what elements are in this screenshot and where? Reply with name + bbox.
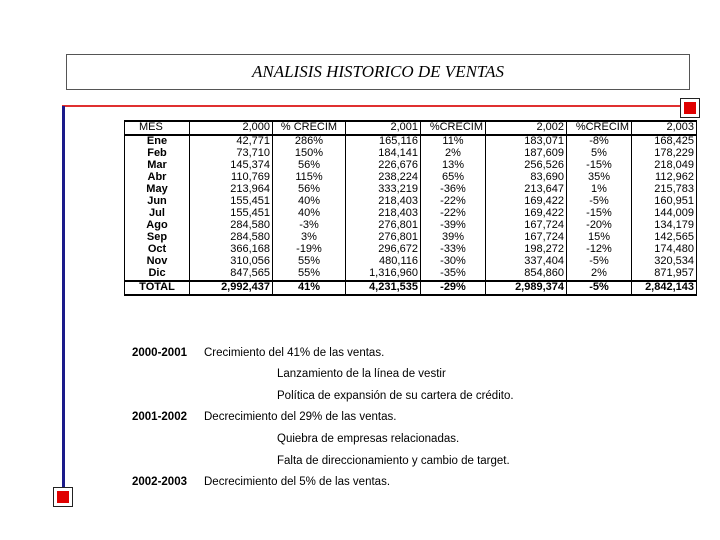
table-cell: Nov: [125, 256, 190, 268]
table-cell: 110,769: [190, 172, 273, 184]
table-cell: 167,724: [486, 232, 567, 244]
table-cell: 134,179: [632, 220, 697, 232]
table-cell: Mar: [125, 160, 190, 172]
table-cell: -29%: [421, 281, 486, 295]
table-cell: 168,425: [632, 135, 697, 148]
table-cell: 13%: [421, 160, 486, 172]
table-cell: 155,451: [190, 196, 273, 208]
table-cell: 847,565: [190, 268, 273, 281]
table-cell: Dic: [125, 268, 190, 281]
table-cell: 3%: [273, 232, 346, 244]
page-title: ANALISIS HISTORICO DE VENTAS: [251, 62, 504, 81]
table-cell: -8%: [567, 135, 632, 148]
title-box: [66, 54, 690, 90]
table-cell: 184,141: [346, 148, 421, 160]
table-cell: 276,801: [346, 220, 421, 232]
table-cell: 150%: [273, 148, 346, 160]
table-cell: 337,404: [486, 256, 567, 268]
table-cell: 183,071: [486, 135, 567, 148]
table-cell: 40%: [273, 196, 346, 208]
table-cell: 256,526: [486, 160, 567, 172]
table-cell: 65%: [421, 172, 486, 184]
table-cell: 42,771: [190, 135, 273, 148]
table-row: [125, 135, 697, 148]
table-cell: 2,992,437: [190, 281, 273, 295]
table-cell: 11%: [421, 135, 486, 148]
table-cell: 56%: [273, 184, 346, 196]
red-divider-line: [62, 105, 694, 107]
table-cell: 40%: [273, 208, 346, 220]
table-cell: 73,710: [190, 148, 273, 160]
table-cell: TOTAL: [125, 281, 190, 295]
table-cell: 169,422: [486, 208, 567, 220]
table-cell: 39%: [421, 232, 486, 244]
table-cell: Oct: [125, 244, 190, 256]
table-cell: -5%: [567, 196, 632, 208]
table-cell: 56%: [273, 160, 346, 172]
table-cell: 1,316,960: [346, 268, 421, 281]
table-cell: 115%: [273, 172, 346, 184]
table-cell: 145,374: [190, 160, 273, 172]
note-period: 2001-2002: [132, 411, 187, 423]
table-cell: 871,957: [632, 268, 697, 281]
table-cell: -22%: [421, 208, 486, 220]
note-text: Decrecimiento del 29% de las ventas.: [204, 411, 397, 423]
table-cell: 213,647: [486, 184, 567, 196]
red-square-marker-top: [680, 98, 700, 118]
table-cell: Feb: [125, 148, 190, 160]
table-cell: Jun: [125, 196, 190, 208]
table-cell: 142,565: [632, 232, 697, 244]
table-row: [125, 184, 697, 196]
table-cell: Ago: [125, 220, 190, 232]
table-cell: 276,801: [346, 232, 421, 244]
note-period: 2000-2001: [132, 347, 187, 359]
table-row: [125, 268, 697, 281]
table-cell: 5%: [567, 148, 632, 160]
table-cell: 218,403: [346, 196, 421, 208]
table-cell: 55%: [273, 268, 346, 281]
table-cell: 2,000: [190, 121, 273, 135]
table-cell: 144,009: [632, 208, 697, 220]
table-cell: 218,049: [632, 160, 697, 172]
table-cell: 2,989,374: [486, 281, 567, 295]
table-cell: %CRECIM: [567, 121, 632, 135]
table-row: [125, 196, 697, 208]
table-cell: 2,001: [346, 121, 421, 135]
table-cell: -35%: [421, 268, 486, 281]
table-total-row: [125, 281, 697, 295]
red-square-marker-bottom: [53, 487, 73, 507]
sales-table: [124, 120, 697, 296]
note-detail: Política de expansión de su cartera de crédito.: [277, 390, 514, 402]
note-detail: Lanzamiento de la línea de vestir: [277, 368, 446, 380]
table-cell: 187,609: [486, 148, 567, 160]
table-cell: May: [125, 184, 190, 196]
table-cell: -20%: [567, 220, 632, 232]
table-cell: 238,224: [346, 172, 421, 184]
table-cell: 296,672: [346, 244, 421, 256]
table-cell: 310,056: [190, 256, 273, 268]
table-cell: -19%: [273, 244, 346, 256]
table-cell: 178,229: [632, 148, 697, 160]
table-cell: Ene: [125, 135, 190, 148]
table-cell: Jul: [125, 208, 190, 220]
table-cell: 284,580: [190, 220, 273, 232]
table-cell: 198,272: [486, 244, 567, 256]
table-cell: 83,690: [486, 172, 567, 184]
table-cell: -12%: [567, 244, 632, 256]
table-cell: 854,860: [486, 268, 567, 281]
table-cell: -33%: [421, 244, 486, 256]
table-row: [125, 220, 697, 232]
table-cell: 2%: [567, 268, 632, 281]
table-cell: Sep: [125, 232, 190, 244]
table-row: [125, 148, 697, 160]
table-cell: -15%: [567, 160, 632, 172]
table-cell: 155,451: [190, 208, 273, 220]
table-cell: 333,219: [346, 184, 421, 196]
table-row: [125, 256, 697, 268]
table-cell: 218,403: [346, 208, 421, 220]
table-cell: 286%: [273, 135, 346, 148]
table-cell: 15%: [567, 232, 632, 244]
table-cell: 174,480: [632, 244, 697, 256]
note-text: Decrecimiento del 5% de las ventas.: [204, 476, 391, 488]
table-cell: 165,116: [346, 135, 421, 148]
table-row: [125, 232, 697, 244]
table-cell: 2%: [421, 148, 486, 160]
table-row: [125, 208, 697, 220]
table-row: [125, 244, 697, 256]
table-cell: 167,724: [486, 220, 567, 232]
table-cell: -15%: [567, 208, 632, 220]
table-cell: -30%: [421, 256, 486, 268]
table-cell: 213,964: [190, 184, 273, 196]
table-row: [125, 160, 697, 172]
table-cell: 35%: [567, 172, 632, 184]
table-cell: 2,842,143: [632, 281, 697, 295]
table-cell: Abr: [125, 172, 190, 184]
table-cell: 4,231,535: [346, 281, 421, 295]
table-cell: 169,422: [486, 196, 567, 208]
table-cell: 2,003: [632, 121, 697, 135]
table-cell: 55%: [273, 256, 346, 268]
note-text: Crecimiento del 41% de las ventas.: [204, 347, 385, 359]
table-cell: -22%: [421, 196, 486, 208]
table-cell: 480,116: [346, 256, 421, 268]
note-detail: Quiebra de empresas relacionadas.: [277, 433, 460, 445]
table-cell: -3%: [273, 220, 346, 232]
table-cell: -5%: [567, 281, 632, 295]
table-cell: 1%: [567, 184, 632, 196]
table-cell: 215,783: [632, 184, 697, 196]
table-cell: 284,580: [190, 232, 273, 244]
note-period: 2002-2003: [132, 476, 187, 488]
note-detail: Falta de direccionamiento y cambio de target.: [277, 455, 510, 467]
table-cell: 226,676: [346, 160, 421, 172]
table-cell: -5%: [567, 256, 632, 268]
table-cell: %CRECIM: [421, 121, 486, 135]
table-cell: 160,951: [632, 196, 697, 208]
table-cell: 41%: [273, 281, 346, 295]
table-cell: -36%: [421, 184, 486, 196]
blue-vertical-line: [62, 106, 65, 498]
table-cell: MES: [125, 121, 190, 135]
table-cell: 320,534: [632, 256, 697, 268]
table-cell: 366,168: [190, 244, 273, 256]
table-cell: 2,002: [486, 121, 567, 135]
table-cell: 112,962: [632, 172, 697, 184]
table-header-row: [125, 121, 697, 135]
table-row: [125, 172, 697, 184]
table-cell: % CRECIM: [273, 121, 346, 135]
table-cell: -39%: [421, 220, 486, 232]
